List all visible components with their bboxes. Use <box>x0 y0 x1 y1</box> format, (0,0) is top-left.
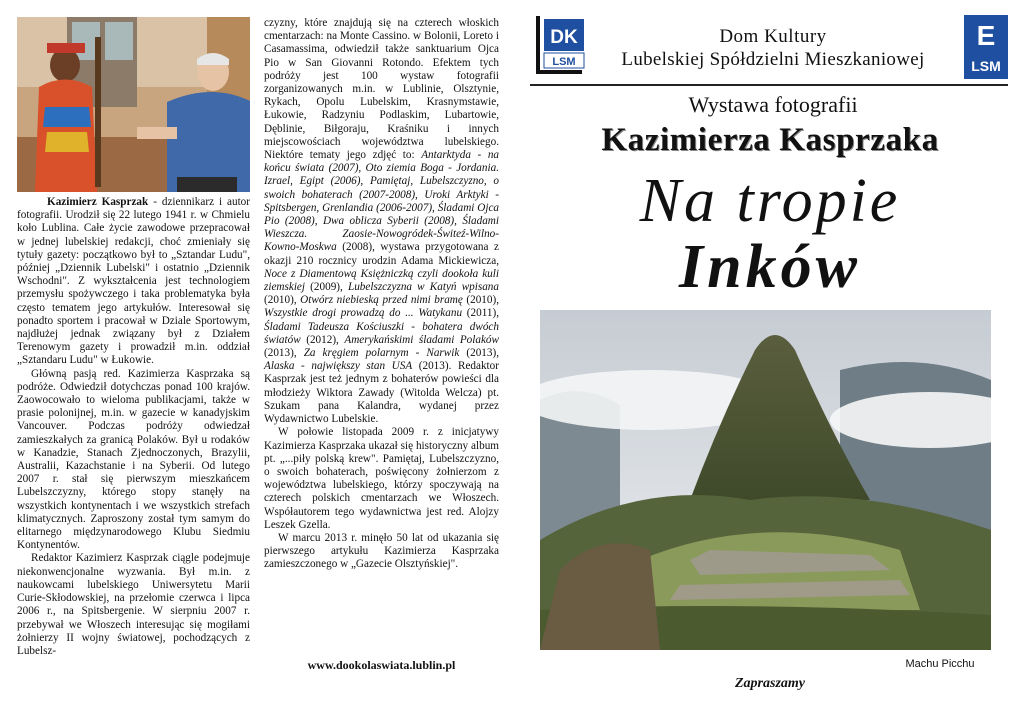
exhibition-label: Wystawa fotografii <box>688 92 858 117</box>
bio-paragraph-4-text-f: (2011), <box>462 307 499 320</box>
exhibition-author: Kazimierza Kasprzaka <box>601 122 939 158</box>
bio-paragraph-2: Główną pasją red. Kazimierza Kasprzaka są podróże. Odwiedził dotychczas ponad 100 krajów. Zaowocowało to wieloma publikacjami, także w prasie polonijnej, m.in. w gazecie w kanadyjskim Vancouver. Podczas podróży odwiedzał zamieszkałych za granicą Polaków. Był u rodaków w Kanadzie, Stanach Zjednoczonych, Brazylii, Australii, Kazachstanie i na Syberii. Od lutego 2007 r. stał się pierwszym mieszkańcem Lubelszczyzny, którego stopy stanęły na wszystkich kontynentach i we wszystkich strefach klimatycznych. Zaproszony został tym samym do elitarnego międzynarodowego Klubu Siedmiu Kontynentów. <box>17 367 250 552</box>
bio-paragraph-4-text-i: (2013), <box>459 347 500 360</box>
exhibition-title-line-1: Na tropie <box>639 167 901 235</box>
works-list-8: Za kręgiem polarnym - Narwik <box>303 347 460 360</box>
portrait-photo <box>17 17 250 192</box>
works-list-5: Wszystkie drogi prowadzą do ... Watykanu <box>264 307 463 320</box>
bio-paragraph-5: W połowie listopada 2009 r. z inicjatywy Kazimierza Kasprzaka ukazał się historyczny album pt. „...piły polską krew". Pamiętaj, Lubelszczyzno, o swoich bohaterach, poświęcony żołnierzom z województwa lubelskiego, którzy spoczywają na czterech polskich cmentarzach we Włoszech. Współautorem tego wydawnictwa jest red. Alojzy Leszek Gzella. <box>264 426 499 531</box>
machu-picchu-photo <box>540 310 991 650</box>
header-rule <box>530 84 1008 86</box>
bio-paragraph-4-text-b: (2008), wystawa przygotowana z okazji 210 rocznicy urodzin Adama Mickiewicza, <box>264 241 499 267</box>
bio-paragraph-4-text-e: (2010), <box>462 294 500 307</box>
org-name-line-2: Lubelskiej Spółdzielni Mieszkaniowej <box>621 49 925 70</box>
bio-paragraph-4-text-d: (2010), <box>264 294 301 307</box>
invitation-text: Zapraszamy <box>735 676 805 691</box>
website-link[interactable]: www.dookolaswiata.lublin.pl <box>307 658 456 672</box>
bio-paragraph-4-text-g: (2012), <box>300 333 345 346</box>
works-list-2: Noce z Diamentową Księżniczką czyli dookoła kuli ziemskiej <box>264 267 499 294</box>
dk-logo-subtext: LSM <box>552 56 576 68</box>
photo-caption: Machu Picchu <box>905 658 975 670</box>
esm-logo-bottom: LSM <box>971 58 1001 74</box>
works-list-6: Śladami Tadeusza Kościuszki - bohatera dwóch światów <box>264 320 499 346</box>
bio-paragraph-4-text-h: (2013), <box>264 347 304 360</box>
bio-name: Kazimierz Kasprzak <box>47 196 149 208</box>
bio-column-left <box>17 196 250 658</box>
works-list-3: Lubelszczyzna w Katyń wpisana <box>347 281 499 294</box>
portrait-illustration <box>17 17 250 192</box>
bio-paragraph-3: Redaktor Kazimierz Kasprzak ciągle podejmuje niekonwencjonalne wyzwania. Był m.in. z naukowcami lubelskiego Uniwersytetu Marii Curie-Skłodowskiej, na przełomie czerwca i lipca 2006 r., na Spitsbergenie. W sierpniu 2007 r. przebywał we Włoszech interesując się mogiłami żołnierzy II wojny światowej, pochodzących z Lubelsz- <box>17 552 250 657</box>
bio-column-middle <box>264 17 499 572</box>
works-list-9: Alaska - największy stan USA <box>264 360 413 373</box>
exhibition-title-line-2: Inków <box>679 233 861 301</box>
bio-paragraph-4-text-j: (2013). Redaktor Kasprzak jest też jednym z bohaterów powieści dla młodzieży Wiktora Zawady (Witolda Welcza) pt. Szukam pana Kalandra, wydanej przez Wydawnictwo Lubelskie. <box>264 360 499 426</box>
bio-paragraph-6: W marcu 2013 r. minęło 50 lat od ukazania się pierwszego artykułu Kazimierza Kasprzaka zamieszczonego w „Gazecie Olsztyńskiej". <box>264 531 499 571</box>
dk-lsm-logo <box>536 16 586 74</box>
works-list-7: Amerykańskimi śladami Polaków <box>344 333 499 346</box>
bio-paragraph-4-text: czyzny, które znajdują się na czterech włoskich cmentarzach: na Monte Cassino. w Bolonii, Loreto i Casamassima, odwiedził także sanktuarium Ojca Pio w San Giovanni Rotondo. Efektem tych podróży jest 100 wystaw fotografii zorganizowanych m.in. w Lublinie, Olsztynie, Rykach, Opolu Lubelskim, Krasnymstawie, Łukowie, Radzyniu Podlaskim, Lubartowie, Dęblinie, Biłgoraju, Kraśniku i innych miejscowościach województwa lubelskiego. Niektóre tematy jego zdjęć to: <box>264 17 499 162</box>
esm-logo <box>964 15 1008 79</box>
dk-logo-text: DK <box>550 27 578 48</box>
org-name-line-1: Dom Kultury <box>719 26 827 47</box>
bio-paragraph-4-text-c: (2009), <box>305 281 348 294</box>
esm-logo-top: E <box>976 20 996 51</box>
bio-paragraph-1 <box>17 196 250 368</box>
bio-paragraph-1-text: - dziennikarz i autor fotografii. Urodził się 22 lutego 1941 r. w Chmielu koło Lublina. Całe życie zawodowe przepracował w jednej lubelskiej redakcji, choć zmieniały się tytuły gazety: początkowo był to „Sztandar Ludu", później „Dziennik Lubelski" i ostatnio „Dziennik Wschodni". Z wykształcenia jest technologiem przemysłu spożywczego i taka problematyka była często tematem jego artykułów. Interesował się ponadto sportem i pracował w Dziale Sportowym, najdłużej jednak związany był z Działem Terenowym gazety i prowadził m.in. oddział „Sztandaru Ludu" w Łukowie. <box>17 196 250 367</box>
machu-picchu-illustration <box>540 310 991 650</box>
works-list-1: Antarktyda - na końcu świata (2007), Oto ziemia Boga - Jordania. Izrael, Egipt (2006), Pamiętaj, Lubelszczyzno, o swoich bohaterach (2007-2008), Uroki Arktyki - Spitsbergen, Grenlandia (2006-2007), Śladami Ojca Pio (2008), Dwa oblicza Syberii (2008), Śladami Wieszcza. Zaosie-Nowogródek-Świteź-Wilno-Kowno-Moskwa <box>264 149 500 254</box>
works-list-4: Otwórz niebieską przed nimi bramę <box>300 294 463 307</box>
bio-paragraph-4 <box>264 17 499 426</box>
